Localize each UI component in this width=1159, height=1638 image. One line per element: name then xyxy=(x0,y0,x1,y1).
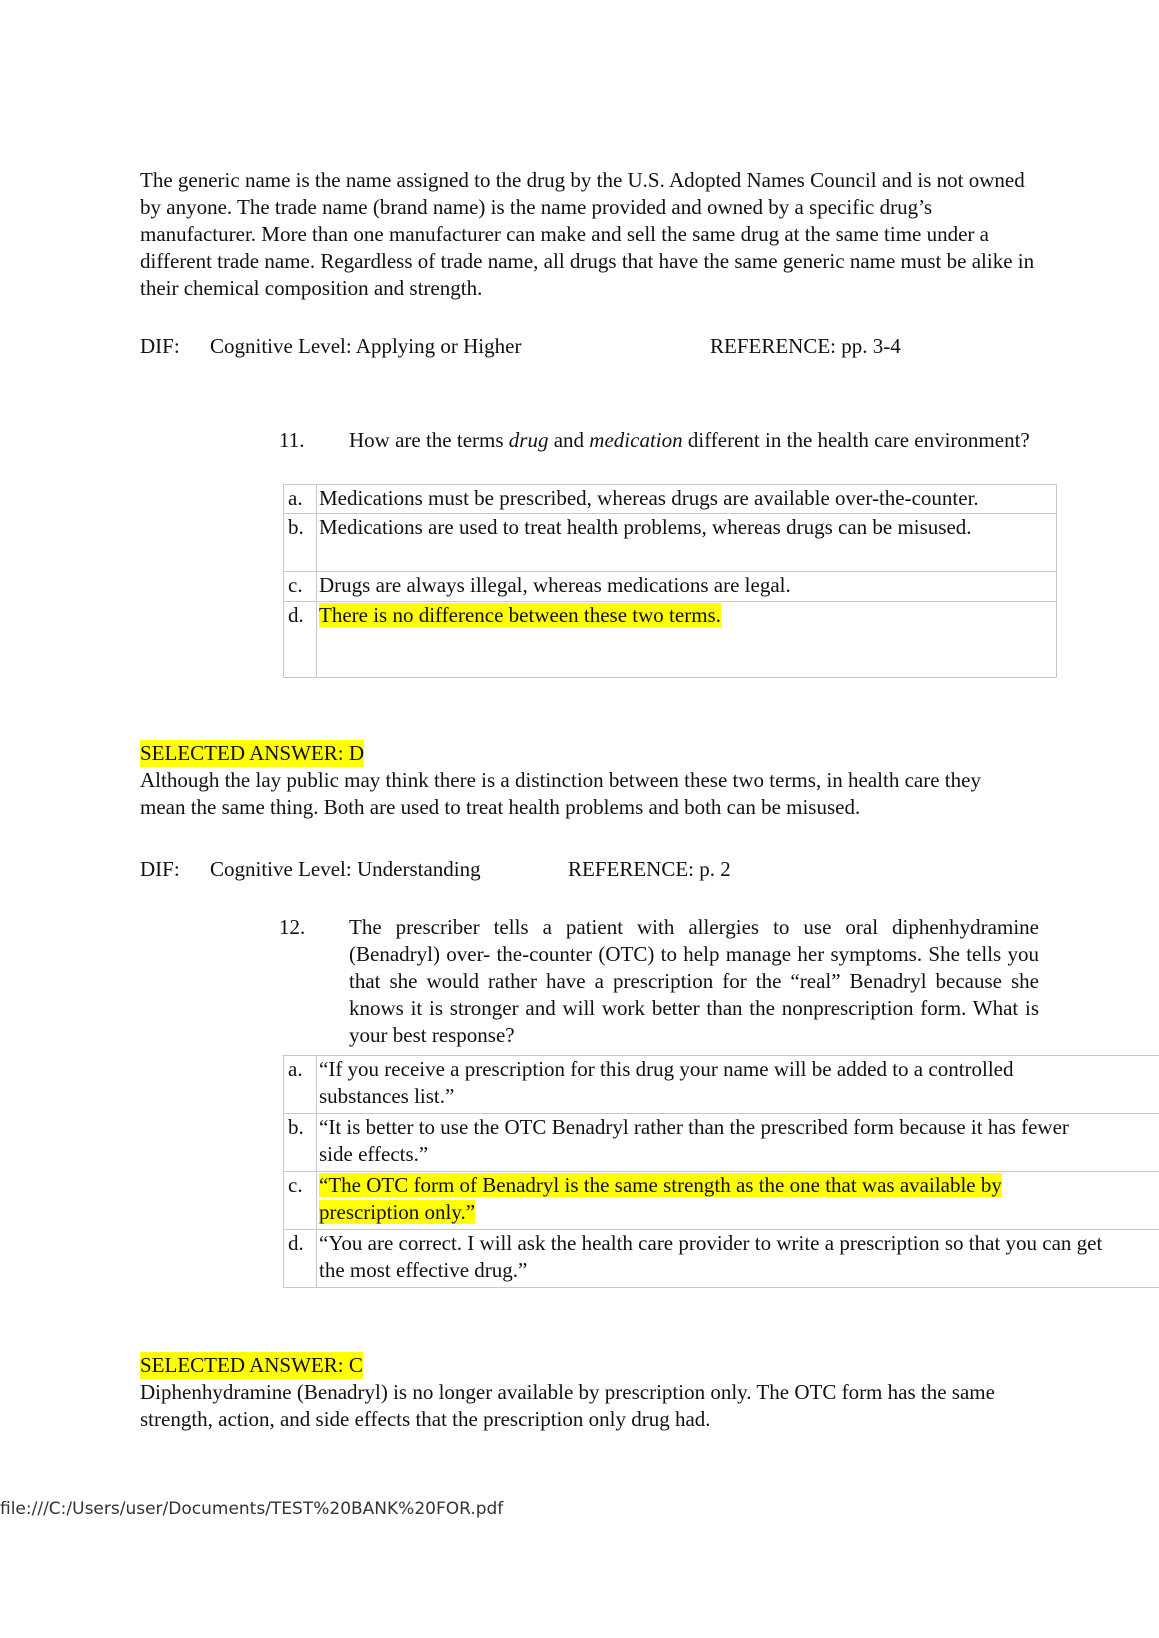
correct-answer-highlight: “The OTC form of Benadryl is the same strength as the one that was available by xyxy=(319,1173,1002,1197)
option-line: substances list.” xyxy=(319,1084,455,1108)
dif-cognitive-level: Cognitive Level: Understanding xyxy=(210,857,481,881)
selected-answer-label: SELECTED ANSWER: C xyxy=(140,1353,363,1377)
option-text xyxy=(317,1114,1159,1172)
option-row xyxy=(284,485,1057,514)
question-11-number: 11. xyxy=(279,428,305,452)
option-letter: b. xyxy=(284,514,317,572)
generic-name-explanation: The generic name is the name assigned to the drug by the U.S. Adopted Names Council and is not owned by anyone. The trade name (brand name) is the name provided and owned by a specific drug’s manufacturer. More than one manufacturer can make and sell the same drug at the same time under a different trade name. Regardless of trade name, all drugs that have the same generic name must be alike in their chemical composition and strength. xyxy=(140,168,1035,300)
option-letter: c. xyxy=(284,1172,317,1230)
question-11-options xyxy=(283,484,1057,678)
dif-reference: REFERENCE: pp. 3-4 xyxy=(710,334,901,358)
selected-answer-label: SELECTED ANSWER: D xyxy=(140,741,364,765)
option-text xyxy=(317,1172,1159,1230)
question-11-text-part: and xyxy=(548,428,590,452)
question-11-text xyxy=(349,427,1065,454)
question-11-term-drug: drug xyxy=(508,428,549,452)
question-11-term-medication: medication xyxy=(589,428,683,452)
option-line: “You are correct. I will ask the health care provider to write a prescription so that you can get xyxy=(319,1231,1103,1255)
selected-answer-q12 xyxy=(140,1352,363,1379)
option-letter: a. xyxy=(284,485,317,514)
option-line xyxy=(319,1199,1157,1226)
option-row xyxy=(284,1230,1159,1288)
option-letter: c. xyxy=(284,572,317,602)
dif-label: DIF: xyxy=(140,857,180,881)
option-row xyxy=(284,1056,1159,1114)
option-line: side effects.” xyxy=(319,1142,429,1166)
option-letter: d. xyxy=(284,602,317,678)
correct-answer-highlight: There is no difference between these two terms. xyxy=(319,603,721,627)
option-line: “It is better to use the OTC Benadryl rather than the prescribed form because it has fewer xyxy=(319,1115,1069,1139)
option-line: the most effective drug.” xyxy=(319,1258,528,1282)
option-text: Medications must be prescribed, whereas drugs are available over-the-counter. xyxy=(317,485,1057,514)
option-line: “If you receive a prescription for this drug your name will be added to a controlled xyxy=(319,1057,1014,1081)
option-letter: d. xyxy=(284,1230,317,1288)
option-text: Drugs are always illegal, whereas medications are legal. xyxy=(317,572,1057,602)
option-row xyxy=(284,572,1057,602)
option-text xyxy=(317,1230,1159,1288)
dif-line-q10 xyxy=(140,333,901,360)
question-11-text-part: How are the terms xyxy=(349,428,509,452)
option-line xyxy=(319,1172,1157,1199)
file-path-footer: file:///C:/Users/user/Documents/TEST%20BANK%20FOR.pdf xyxy=(0,1499,504,1519)
option-text: Medications are used to treat health problems, whereas drugs can be misused. xyxy=(317,514,1057,572)
correct-answer-highlight: prescription only.” xyxy=(319,1200,476,1224)
question-12-number: 12. xyxy=(279,915,306,939)
option-text xyxy=(317,1056,1159,1114)
question-12-options xyxy=(283,1055,1159,1288)
rationale-q12: Diphenhydramine (Benadryl) is no longer available by prescription only. The OTC form has the same strength, action, and side effects that the prescription only drug had. xyxy=(140,1380,995,1431)
dif-label: DIF: xyxy=(140,334,180,358)
question-11-text-part: different in the health care environment? xyxy=(682,428,1030,452)
option-row xyxy=(284,514,1057,572)
option-letter: b. xyxy=(284,1114,317,1172)
option-text xyxy=(317,602,1057,678)
dif-cognitive-level: Cognitive Level: Applying or Higher xyxy=(210,334,522,358)
rationale-q11: Although the lay public may think there is a distinction between these two terms, in health care they mean the same thing. Both are used to treat health problems and both can be misused. xyxy=(140,768,981,819)
option-row xyxy=(284,1114,1159,1172)
option-row-correct xyxy=(284,602,1057,678)
option-row-correct xyxy=(284,1172,1159,1230)
dif-reference: REFERENCE: p. 2 xyxy=(568,857,731,881)
selected-answer-q11 xyxy=(140,740,364,767)
option-letter: a. xyxy=(284,1056,317,1114)
dif-line-q11 xyxy=(140,856,731,883)
question-12-text: The prescriber tells a patient with allergies to use oral diphenhydramine (Benadryl) over- the-counter (OTC) to help manage her symptoms. She tells you that she would rather have a prescription for the “real” Benadryl because she knows it is stronger and will work better than the nonprescription form. What is your best response? xyxy=(349,915,1039,1047)
